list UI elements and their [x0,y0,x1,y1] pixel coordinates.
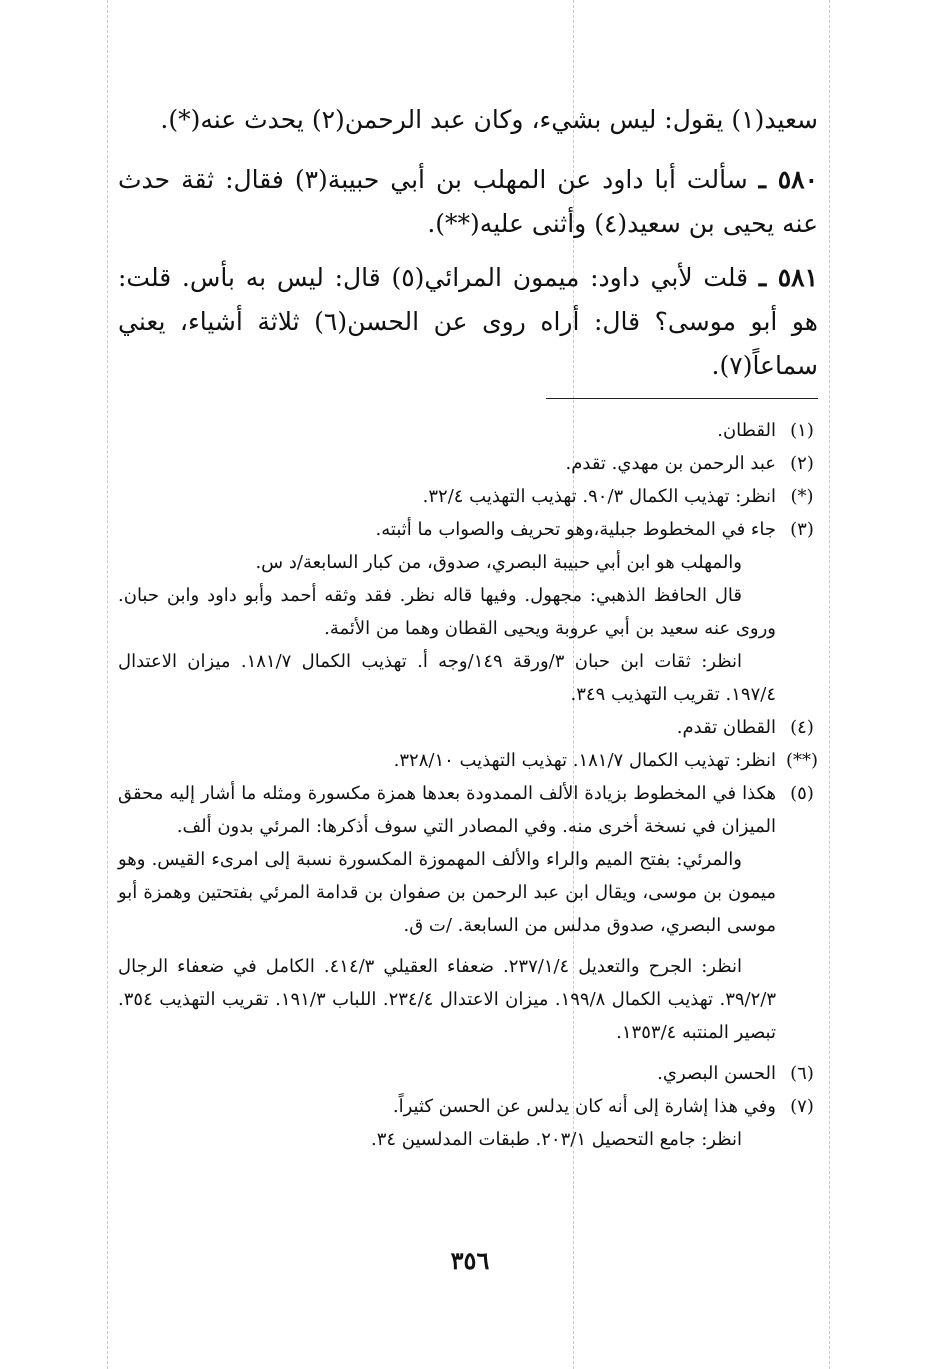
footnote-4 [118,711,828,744]
footnote-text: قال الحافظ الذهبي: مجهول. وفيها قاله نظر. فقد وثقه أحمد وأبو داود وابن حبان. وروى عنه سعيد بن أبي عروبة ويحيى القطان وهما من الأئمة. [118,585,776,639]
footnote-mark: (٦) [790,1063,814,1084]
entry-text: سألت أبا داود عن المهلب بن أبي حبيبة(٣) فقال: ثقة حدث عنه يحيى بن سعيد(٤) وأثنى عليه(**). [118,165,818,238]
footnote-text: انظر: تهذيب الكمال ٩٠/٣. تهذيب التهذيب ٣٢/٤. [422,486,776,507]
entry-580 [118,158,818,246]
footnote-text: عبد الرحمن بن مهدي. تقدم. [565,453,776,474]
footnote-2 [118,447,828,480]
entry-581 [118,256,818,388]
footnote-text: والمرئي: بفتح الميم والراء والألف المهموزة المكسورة نسبة إلى امرىء القيس. وهو ميمون بن موسى، ويقال ابن عبد الرحمن بن صفوان بن قدامة المرئي بفتحتين وهمزة أبو موسى البصري، صدوق مدلس من السابعة. /ت ق. [118,849,776,936]
footnote-text: انظر: ثقات ابن حبان ٣/ورقة ١٤٩/وجه أ. تهذيب الكمال ١٨١/٧. ميزان الاعتدال ١٩٧/٤. تقريب التهذيب ٣٤٩. [118,651,776,705]
footnote-divider [546,398,818,399]
footnote-mark: (٤) [790,717,814,738]
main-text: سعيد(١) يقول: ليس بشيء، وكان عبد الرحمن(٢) يحدث عنه(*). [160,105,818,134]
footnote-text: وفي هذا إشارة إلى أنه كان يدلس عن الحسن كثيراً. [392,1096,776,1117]
footnote-text: جاء في المخطوط جبلية،وهو تحريف والصواب ما أثبته. [375,519,776,540]
footnotes [118,414,828,1156]
footnote-text: الحسن البصري. [657,1063,776,1084]
footnote-mark: (**) [785,750,819,771]
footnote-text: انظر: جامع التحصيل ٢٠٣/١. طبقات المدلسين ٣٤. [370,1129,742,1150]
footnote-6 [118,1057,828,1090]
footnote-mark: (٥) [790,783,814,804]
footnote-star [118,480,828,513]
footnote-text: والمهلب هو ابن أبي حبيبة البصري، صدوق، من كبار السابعة/د س. [255,552,742,573]
scan-margin-line [107,0,108,1369]
main-paragraph-1 [118,98,818,142]
entry-text: قلت لأبي داود: ميمون المرائي(٥) قال: ليس به بأس. قلت: هو أبو موسى؟ قال: أراه روى عن الحسن(٦) ثلاثة أشياء، يعني سماعاً(٧). [118,263,818,380]
footnote-mark: (١) [790,420,814,441]
scan-margin-line [829,0,830,1369]
entry-number: ٥٨٠ ـ [758,165,819,194]
footnote-7 [118,1090,828,1156]
footnote-mark: (٣) [790,519,814,540]
footnote-text: انظر: تهذيب الكمال ١٨١/٧. تهذيب التهذيب ٣٢٨/١٠. [393,750,776,771]
page-number: ٣٥٦ [450,1246,490,1275]
entry-number: ٥٨١ ـ [758,263,819,292]
footnote-text: القطان. [717,420,776,441]
footnote-mark: (٢) [790,453,814,474]
footnote-mark: (*) [790,486,814,507]
footnote-3 [118,513,828,711]
footnote-mark: (٧) [790,1096,814,1117]
footnote-text: هكذا في المخطوط بزيادة الألف الممدودة بعدها همزة مكسورة ومثله ما أشار إليه محقق الميزان في نسخة أخرى منه. وفي المصادر التي سوف أذكرها: المرئي بدون ألف. [118,783,776,837]
footnote-double-star [118,744,828,777]
footnote-5 [118,777,828,1049]
footnote-text: القطان تقدم. [676,717,776,738]
footnote-1 [118,414,828,447]
footnote-text: انظر: الجرح والتعديل ٢٣٧/١/٤. ضعفاء العقيلي ٤١٤/٣. الكامل في ضعفاء الرجال ٣٩/٢/٣. تهذيب الكمال ١٩٩/٨. ميزان الاعتدال ٢٣٤/٤. اللباب ١٩١/٣. تقريب التهذيب ٣٥٤. تبصير المنتبه ١٣٥٣/٤. [118,956,777,1043]
